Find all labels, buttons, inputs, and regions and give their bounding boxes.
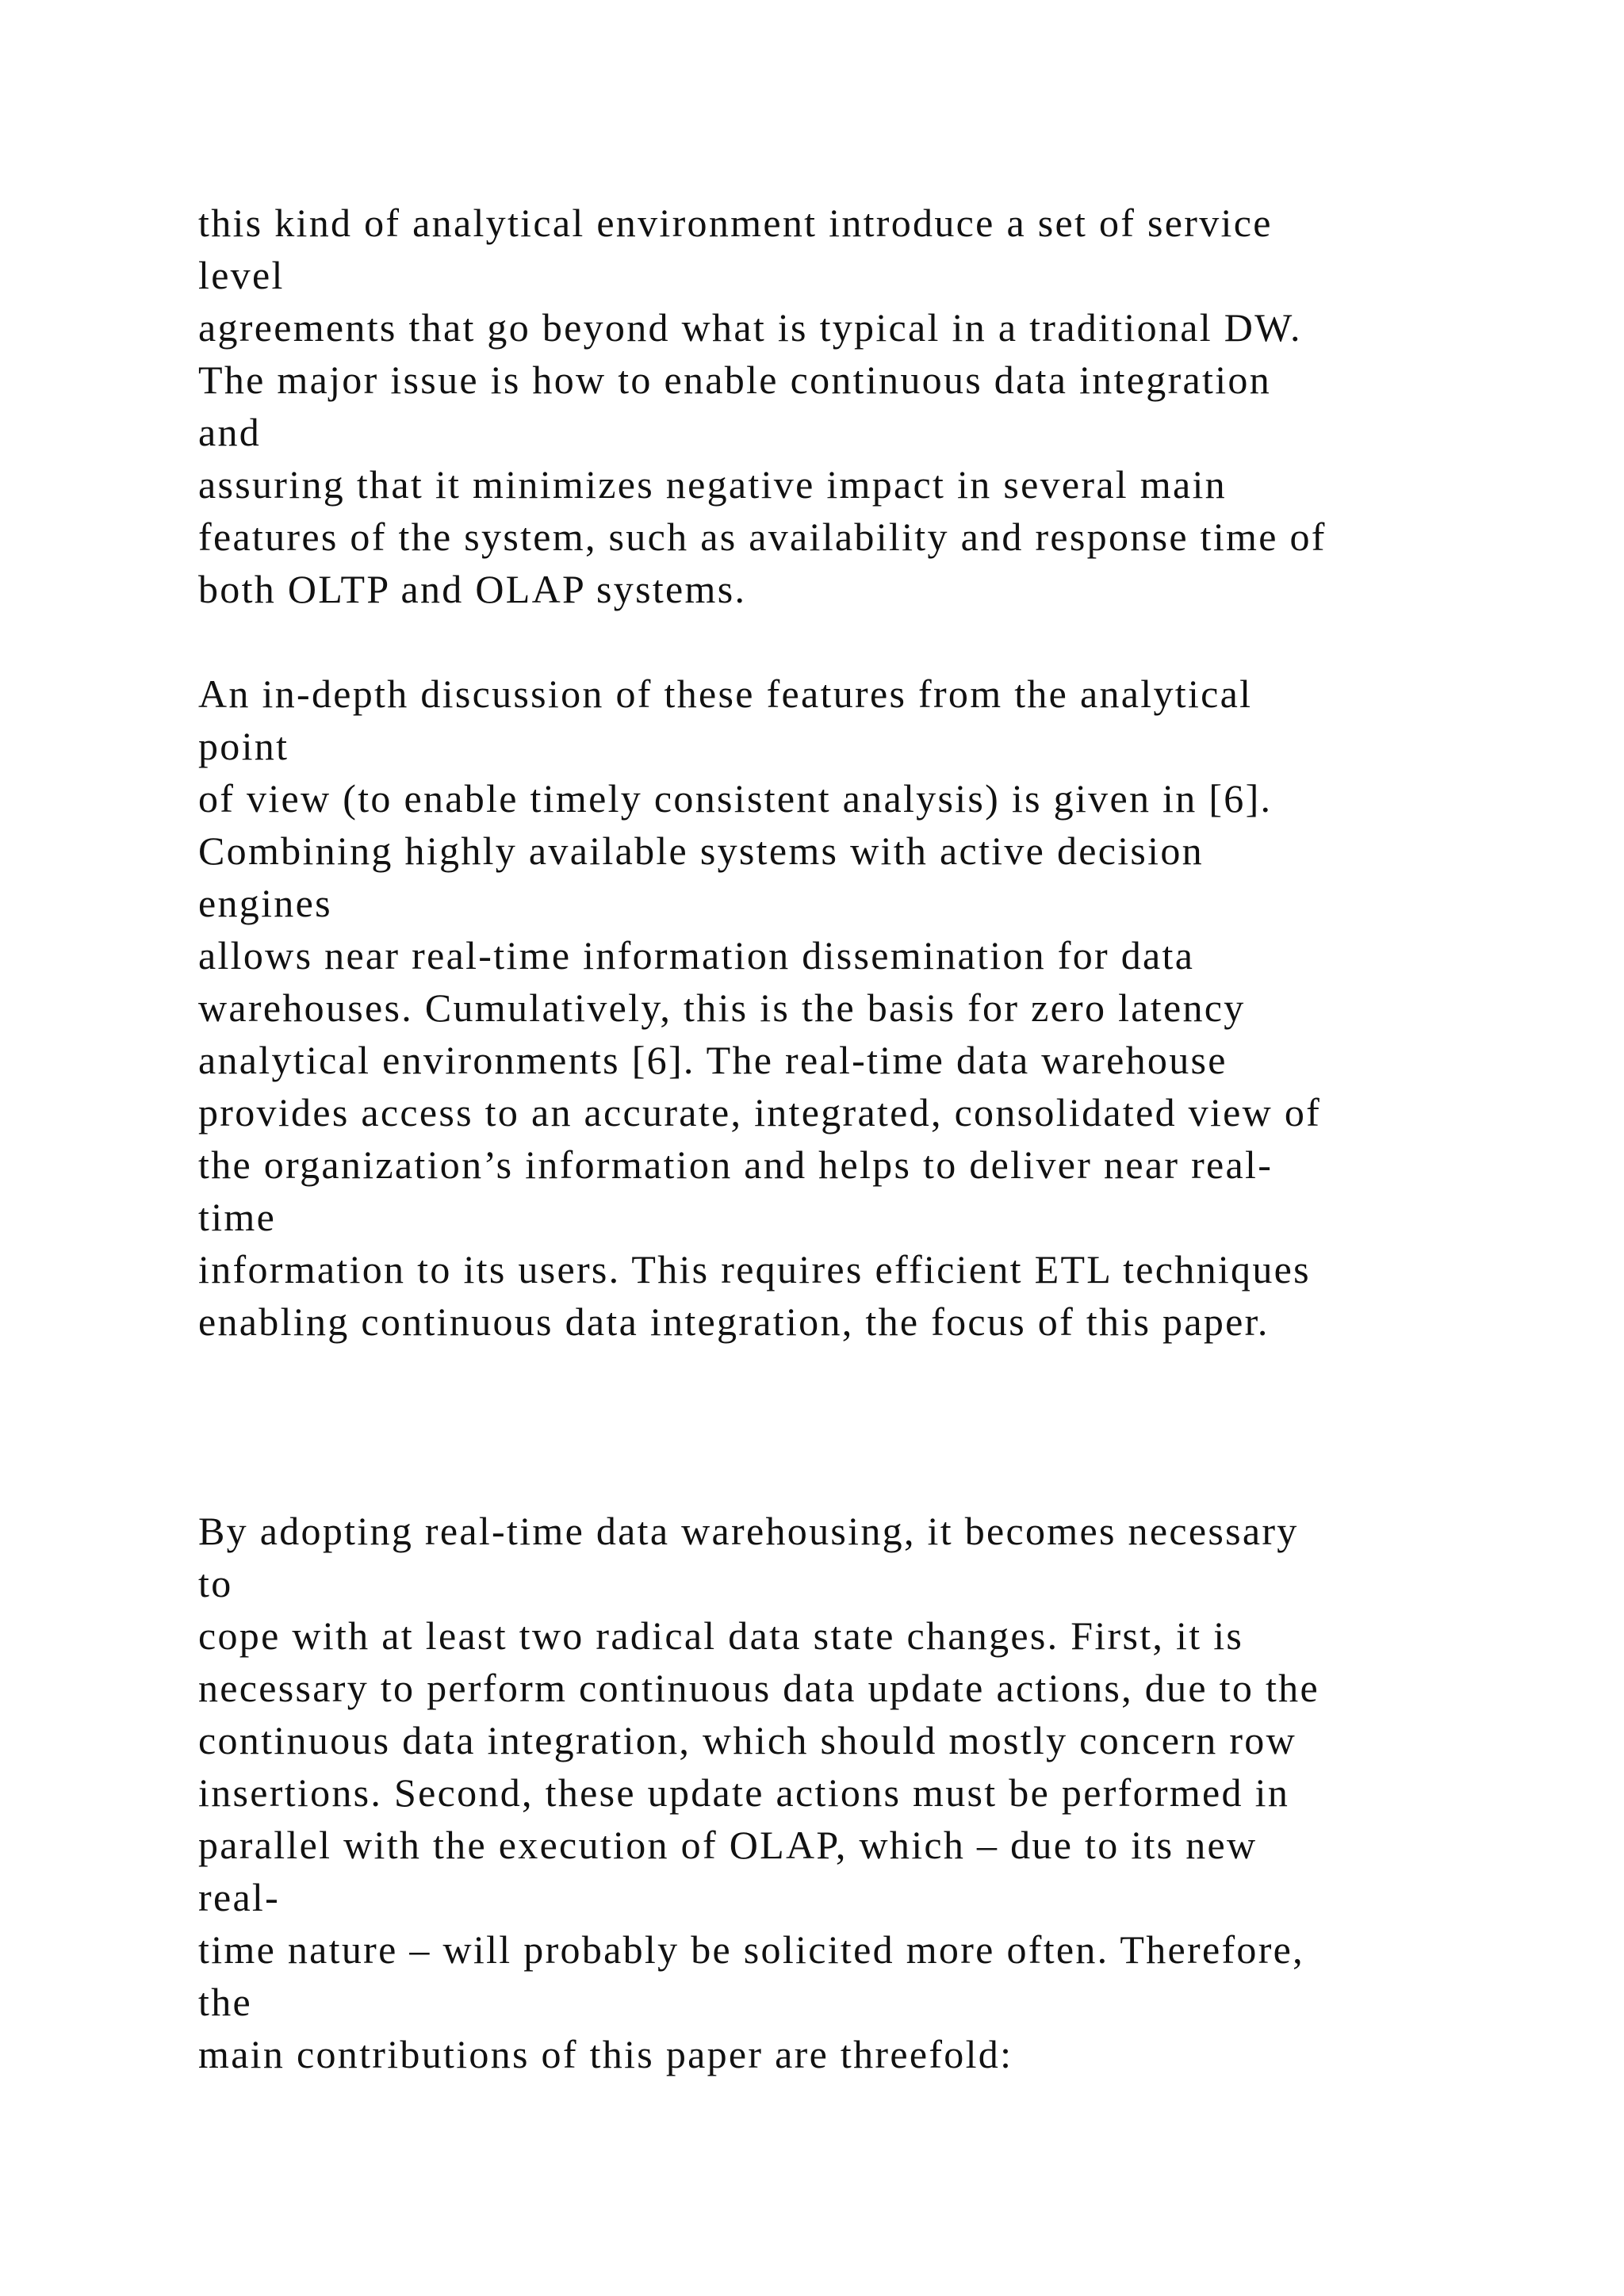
text-line: warehouses. Cumulatively, this is the basis for zero latency (198, 985, 1246, 1030)
text-line: agreements that go beyond what is typical in a traditional DW. (198, 305, 1302, 350)
text-line: parallel with the execution of OLAP, which – due to its new (198, 1823, 1258, 1867)
text-line: both OLTP and OLAP systems. (198, 567, 747, 611)
text-line: assuring that it minimizes negative impact in several main (198, 462, 1227, 507)
text-line: this kind of analytical environment introduce a set of service (198, 201, 1273, 245)
text-line: By adopting real-time data warehousing, it becomes necessary (198, 1509, 1299, 1553)
text-line: real- (198, 1875, 281, 1919)
text-line: enabling continuous data integration, the focus of this paper. (198, 1299, 1270, 1344)
text-line: information to its users. This requires efficient ETL techniques (198, 1247, 1311, 1292)
text-line: of view (to enable timely consistent analysis) is given in [6]. (198, 776, 1273, 821)
text-line: engines (198, 881, 332, 925)
paragraph-service-level-agreements (198, 197, 1499, 615)
text-line: the (198, 1980, 252, 2024)
text-line: provides access to an accurate, integrated, consolidated view of (198, 1090, 1322, 1135)
text-line: time (198, 1195, 277, 1239)
text-line: and (198, 410, 262, 454)
text-line: the organization’s information and helps to deliver near real- (198, 1142, 1274, 1187)
text-line: analytical environments [6]. The real-time data warehouse (198, 1038, 1228, 1082)
text-line: Combining highly available systems with active decision (198, 828, 1204, 873)
text-line: necessary to perform continuous data update actions, due to the (198, 1666, 1320, 1710)
text-line: to (198, 1561, 233, 1605)
paragraph-real-time-warehousing (198, 1505, 1499, 2080)
text-line: time nature – will probably be solicited more often. Therefore, (198, 1927, 1304, 1972)
text-line: main contributions of this paper are threefold: (198, 2032, 1013, 2076)
text-line: An in-depth discussion of these features from the analytical (198, 672, 1253, 716)
text-line: point (198, 724, 289, 768)
text-line: continuous data integration, which should mostly concern row (198, 1718, 1297, 1762)
paragraph-in-depth-discussion (198, 668, 1499, 1348)
text-line: cope with at least two radical data state changes. First, it is (198, 1613, 1244, 1658)
text-line: allows near real-time information dissemination for data (198, 933, 1195, 978)
text-line: insertions. Second, these update actions must be performed in (198, 1770, 1290, 1815)
text-line: features of the system, such as availability and response time of (198, 515, 1327, 559)
text-line: The major issue is how to enable continuous data integration (198, 358, 1271, 402)
text-line: level (198, 253, 285, 297)
